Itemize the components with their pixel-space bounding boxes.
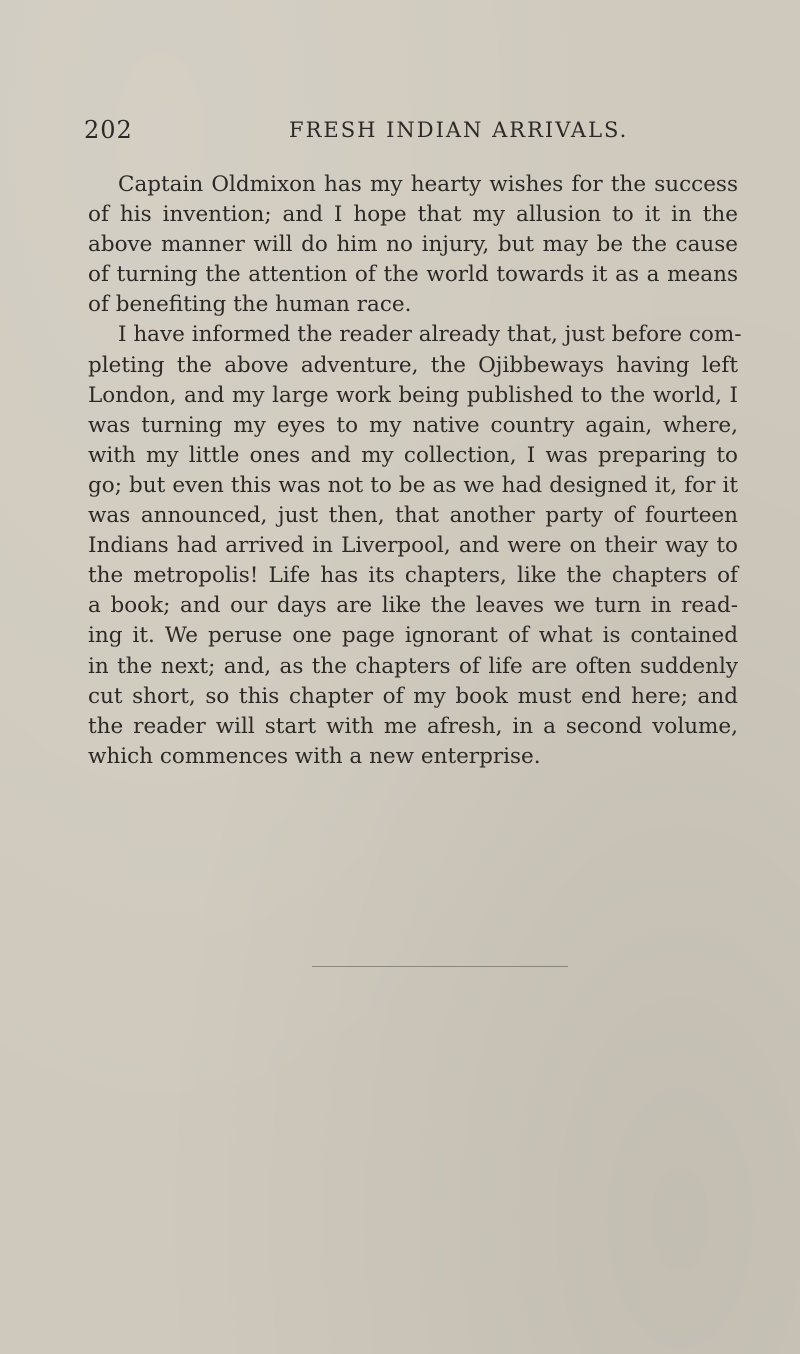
text-line: cut short, so this chapter of my book must end here; and (88, 683, 738, 709)
text-line: in the next; and, as the chapters of life are often suddenly (88, 653, 738, 679)
text-line: London, and my large work being published to the world, I (88, 382, 738, 408)
text-line: Captain Oldmixon has my hearty wishes for the success (118, 172, 738, 197)
text-line: Indians had arrived in Liverpool, and were on their way to (88, 533, 738, 559)
paragraph (88, 170, 738, 320)
text-line: of benefiting the human race. (88, 292, 412, 318)
text-line: a book; and our days are like the leaves we turn in read- (88, 593, 738, 619)
text-line: the metropolis! Life has its chapters, like the chapters of (88, 563, 738, 589)
text-line: which commences with a new enterprise. (88, 743, 541, 769)
text-line: of turning the attention of the world towards it as a means (88, 262, 738, 288)
text-line: pleting the above adventure, the Ojibbeways having left (88, 352, 738, 378)
text-line: of his invention; and I hope that my allusion to it in the (88, 202, 738, 228)
section-end-rule (312, 966, 568, 967)
text-line: ing it. We peruse one page ignorant of what is contained (88, 623, 738, 649)
text-line: go; but even this was not to be as we had designed it, for it (88, 472, 738, 498)
paragraph (88, 320, 742, 771)
text-line: was announced, just then, that another party of fourteen (88, 503, 738, 529)
text-line: the reader will start with me afresh, in a second volume, (88, 713, 738, 739)
running-head: FRESH INDIAN ARRIVALS. (289, 118, 629, 142)
text-line: with my little ones and my collection, I was preparing to (88, 442, 738, 468)
text-line: was turning my eyes to my native country again, where, (88, 412, 738, 438)
body-text (88, 170, 742, 772)
page-header (84, 116, 724, 152)
text-line: I have informed the reader already that, just before com- (118, 322, 742, 348)
text-line: above manner will do him no injury, but may be the cause (88, 232, 738, 258)
page-number: 202 (84, 116, 133, 144)
